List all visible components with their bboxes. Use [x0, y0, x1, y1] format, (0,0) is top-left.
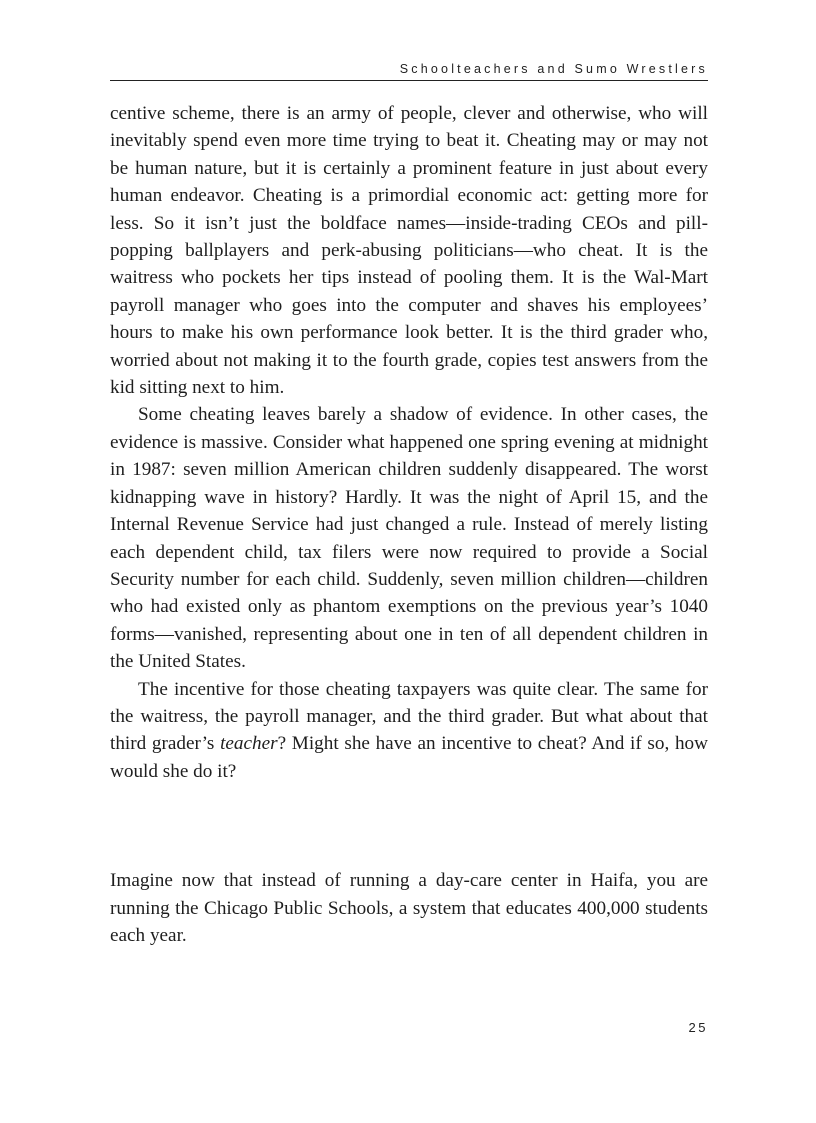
paragraph-chicago-schools: Imagine now that instead of running a day-care center in Haifa, you are running the Chicago Public Schools, a system that educates 400,000 students each year. [110, 870, 708, 946]
running-head-title: Schoolteachers and Sumo Wrestlers [399, 62, 708, 76]
paragraph-teacher-text-after: ? Might she have an incentive to cheat? And if so, how would she do it? [110, 733, 708, 782]
paragraph-teacher-incentive [110, 676, 708, 786]
paragraph-tax-cheating: Some cheating leaves barely a shadow of evidence. In other cases, the evidence is massive. Consider what happened one spring evening at midnight in 1987: seven million American children suddenly disappeared. The worst kidnapping wave in history? Hardly. It was the night of April 15, and the Internal Revenue Service had just changed a rule. Instead of merely listing each dependent child, tax filers were now required to provide a Social Security number for each child. Suddenly, seven million children—children who had existed only as phantom exemptions on the previous year’s 1040 forms—vanished, representing about one in ten of all dependent children in the United States. [110, 404, 708, 673]
paragraph-teacher-text-before: The incentive for those cheating taxpayers was quite clear. The same for the waitress, the payroll manager, and the third grader. But what about that third grader’s [110, 678, 708, 755]
page-body [110, 100, 708, 949]
section-break [110, 785, 708, 867]
header-rule [110, 80, 708, 81]
paragraph-continuation: centive scheme, there is an army of people, clever and otherwise, who will inevitably spend even more time trying to beat it. Cheating may or may not be human nature, but it is certainly a prominent feature in just about every human endeavor. Cheating is a primordial economic act: getting more for less. So it isn’t just the boldface names—inside-trading CEOs and pill-popping ballplayers and perk-abusing politicians—who cheat. It is the waitress who pockets her tips instead of pooling them. It is the Wal-Mart payroll manager who goes into the computer and shaves his employees’ hours to make his own performance look better. It is the third grader who, worried about not making it to the fourth grade, copies test answers from the kid sitting next to him. [110, 103, 708, 399]
emphasis-teacher: teacher [220, 733, 278, 755]
page-number: 25 [688, 1020, 708, 1035]
